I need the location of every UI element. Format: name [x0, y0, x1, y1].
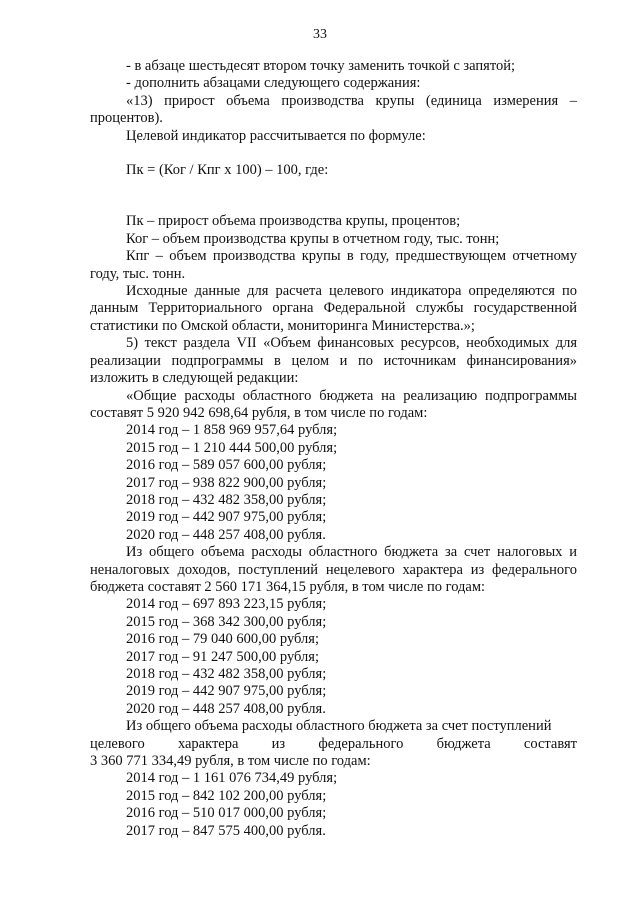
total-year-item: 2018 год – 432 482 358,00 рубля; — [126, 491, 327, 508]
federal-year-item: 2016 год – 510 017 000,00 рубля; — [126, 805, 327, 822]
federal-year-item: 2014 год – 1 161 076 734,49 рубля; — [126, 770, 338, 787]
paragraph-section-5: 5) текст раздела VII «Объем финансовых ресурсов, необходимых для реализации подпрограммы в целом и по источникам финансирования» изложить в следующей редакции: — [90, 335, 577, 387]
total-year-item: 2017 год – 938 822 900,00 рубля; — [126, 474, 327, 491]
spacer — [90, 196, 577, 213]
paragraph-formula-intro: Целевой индикатор рассчитывается по формуле: — [126, 127, 426, 144]
paragraph-source: Исходные данные для расчета целевого индикатора определяются по данным Территориального органа Федеральной службы государственной статистики по Омской области, мониторинга Министерства.»; — [90, 283, 577, 334]
tax-year-item: 2020 год – 448 257 408,00 рубля. — [126, 700, 326, 717]
federal-year-item: 2017 год – 847 575 400,00 рубля. — [126, 822, 326, 839]
paragraph-intro-1: - в абзаце шестьдесят втором точку заменить точкой с запятой; — [126, 58, 516, 74]
tax-year-item: 2019 год – 442 907 975,00 рубля; — [126, 683, 327, 700]
paragraph-total: «Общие расходы областного бюджета на реализацию подпрограммы составят 5 920 942 698,64 рубля, в том числе по годам: — [90, 387, 577, 421]
tax-year-item: 2016 год – 79 040 600,00 рубля; — [126, 631, 319, 648]
paragraph-federal-line-1: Из общего объема расходы областного бюджета за счет поступлений — [126, 718, 552, 735]
federal-year-item: 2015 год – 842 102 200,00 рубля; — [126, 787, 327, 804]
total-year-item: 2016 год – 589 057 600,00 рубля; — [126, 457, 327, 474]
definition-kog: Ког – объем производства крупы в отчетном году, тыс. тонн; — [126, 230, 500, 247]
paragraph-federal — [90, 718, 577, 770]
tax-year-item: 2018 год – 432 482 358,00 рубля; — [126, 666, 327, 682]
tax-year-item: 2014 год – 697 893 223,15 рубля; — [126, 596, 327, 613]
federal-years-list — [90, 770, 577, 840]
definition-kpg: Кпг – объем производства крупы в году, предшествующем отчетному году, тыс. тонн. — [90, 248, 577, 282]
page-number: 33 — [313, 27, 327, 42]
paragraph-intro-2: - дополнить абзацами следующего содержания: — [126, 75, 421, 92]
tax-year-item: 2015 год – 368 342 300,00 рубля; — [126, 613, 327, 630]
paragraph-tax: Из общего объема расходы областного бюджета за счет налоговых и неналоговых доходов, поступлений нецелевого характера из федерального бюджета составят 2 560 171 364,15 рубля, в том числе по годам: — [90, 544, 577, 595]
total-year-item: 2020 год – 448 257 408,00 рубля. — [126, 526, 326, 543]
definition-pk: Пк – прирост объема производства крупы, процентов; — [126, 213, 461, 230]
total-year-item: 2019 год – 442 907 975,00 рубля; — [126, 509, 327, 526]
total-year-item: 2014 год – 1 858 969 957,64 рубля; — [126, 422, 338, 439]
document-body — [90, 58, 577, 840]
tax-year-item: 2017 год – 91 247 500,00 рубля; — [126, 648, 319, 665]
paragraph-federal-line-2: целевого характера из федерального бюджета составят — [90, 735, 577, 752]
formula: Пк = (Ког / Кпг х 100) – 100, где: — [126, 162, 329, 179]
paragraph-federal-line-3: 3 360 771 334,49 рубля, в том числе по годам: — [90, 753, 371, 770]
total-years-list — [90, 422, 577, 544]
paragraph-item-13: «13) прирост объема производства крупы (единица измерения – процентов). — [90, 92, 577, 127]
tax-years-list — [90, 596, 577, 718]
total-year-item: 2015 год – 1 210 444 500,00 рубля; — [126, 439, 338, 456]
